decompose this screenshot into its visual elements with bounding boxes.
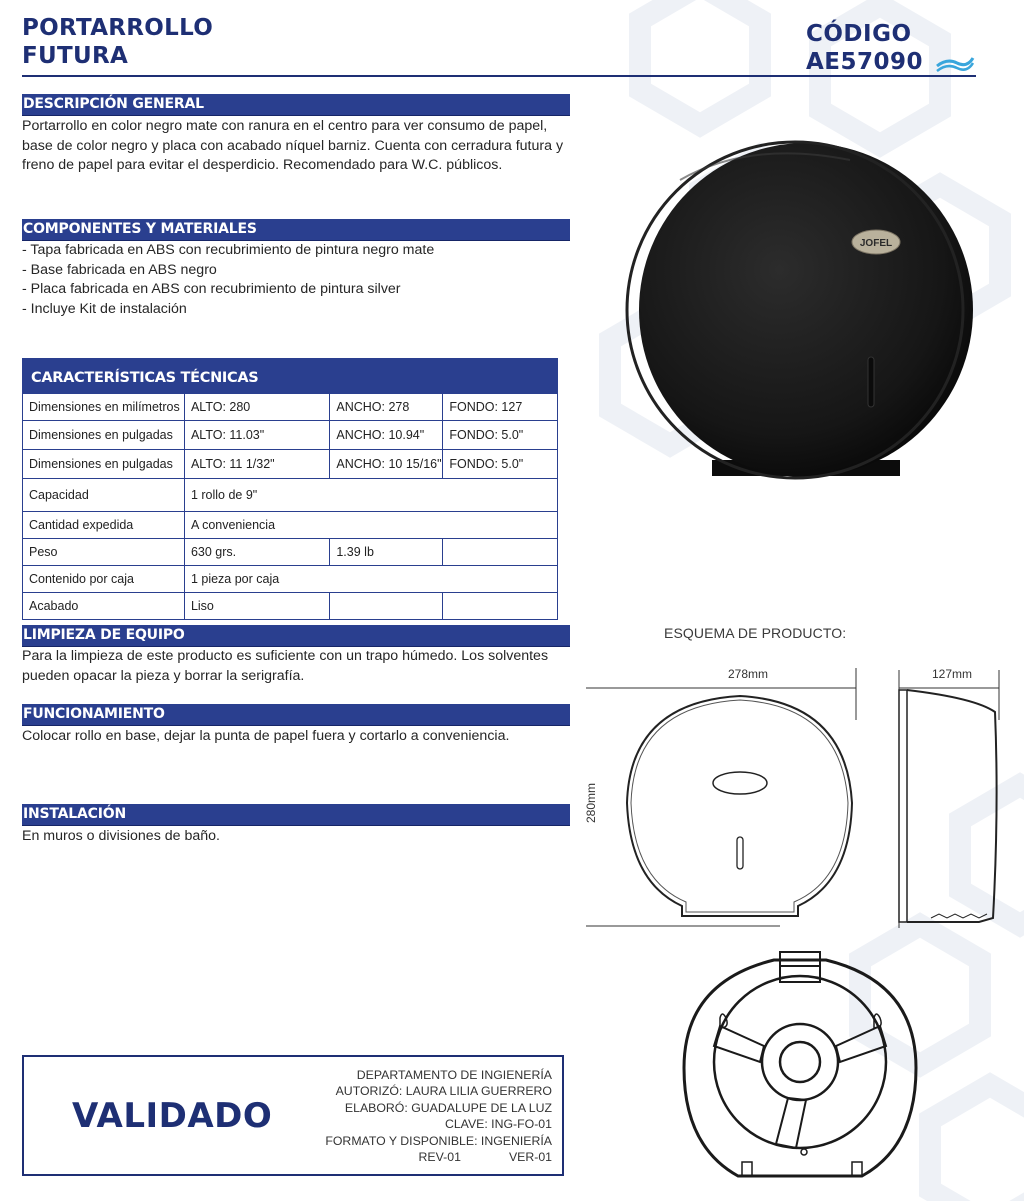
autorizo-text: AUTORIZÓ: LAURA LILIA GUERRERO: [335, 1084, 552, 1099]
section-header-descripcion: [22, 94, 570, 116]
table-row: [23, 394, 558, 421]
revision-row: [252, 1149, 552, 1165]
cell: [443, 539, 558, 566]
table-row: [23, 479, 558, 512]
section-header-limpieza: [22, 625, 570, 647]
section-heading: LIMPIEZA DE EQUIPO: [23, 627, 185, 643]
table-row: [23, 593, 558, 620]
cell: A conveniencia: [184, 512, 557, 539]
rev-text: REV-01: [418, 1150, 461, 1165]
brand-plate-outline-icon: [713, 772, 767, 794]
cell: [330, 593, 443, 620]
descripcion-text: [22, 117, 572, 176]
list-item: - Placa fabricada en ABS con recubrimiento de pintura silver: [22, 281, 401, 297]
row-label: Capacidad: [23, 479, 185, 512]
header-divider: [22, 75, 976, 77]
cell: FONDO: 5.0": [443, 450, 558, 479]
validation-info: [252, 1067, 552, 1165]
height-dimension-label: 280mm: [584, 782, 598, 823]
specs-heading: CARACTERÍSTICAS TÉCNICAS: [23, 359, 558, 394]
table-row: [23, 512, 558, 539]
cell: FONDO: 127: [443, 394, 558, 421]
cell: 1 pieza por caja: [184, 566, 557, 593]
section-heading: INSTALACIÓN: [23, 806, 126, 822]
elaboro-text: ELABORÓ: GUADALUPE DE LA LUZ: [344, 1100, 552, 1115]
table-row: [23, 539, 558, 566]
cell: ALTO: 11.03": [184, 421, 329, 450]
back-view-drawing: [676, 948, 926, 1183]
text-line: Portarrollo en color negro mate con ranura en el centro para ver consumo de papel,: [22, 118, 548, 134]
cell: 1.39 lb: [330, 539, 443, 566]
brand-label: JOFEL: [859, 238, 893, 249]
section-heading: DESCRIPCIÓN GENERAL: [23, 96, 204, 112]
side-view-drawing: [895, 660, 1005, 935]
product-code: [806, 20, 923, 76]
section-header-instalacion: [22, 804, 570, 826]
section-heading: FUNCIONAMIENTO: [23, 706, 165, 722]
row-label: Dimensiones en pulgadas: [23, 421, 185, 450]
list-item: - Tapa fabricada en ABS con recubrimiento de pintura negro mate: [22, 242, 435, 258]
ver-text: VER-01: [508, 1150, 552, 1165]
text-line: En muros o divisiones de baño.: [22, 828, 220, 844]
viewing-slot-outline-icon: [737, 837, 743, 869]
cell: ALTO: 11 1/32": [184, 450, 329, 479]
text-line: freno de papel para evitar el desperdicio. Recomendado para W.C. públicos.: [22, 157, 503, 173]
row-label: Acabado: [23, 593, 185, 620]
section-heading: COMPONENTES Y MATERIALES: [23, 221, 257, 237]
clave-text: CLAVE: ING-FO-01: [444, 1117, 552, 1132]
department-text: DEPARTAMENTO DE INGIENERÍA: [356, 1068, 552, 1082]
text-line: base de color negro y placa con acabado níquel barniz. Cuenta con cerradura futura y: [22, 137, 564, 154]
front-view-drawing: [580, 660, 860, 935]
text-line: pueden opacar la pieza y borrar la serigrafía.: [22, 667, 305, 684]
section-header-funcionamiento: [22, 704, 570, 726]
text-line: Colocar rollo en base, dejar la punta de papel fuera y cortarlo a conveniencia.: [22, 728, 510, 744]
row-label: Contenido por caja: [23, 566, 185, 593]
table-row: [23, 421, 558, 450]
row-label: Dimensiones en milímetros: [23, 394, 185, 421]
cell: 630 grs.: [184, 539, 329, 566]
formato-text: FORMATO Y DISPONIBLE: INGENIERÍA: [325, 1133, 552, 1148]
cell: ANCHO: 10 15/16": [330, 450, 443, 479]
title-line-2: FUTURA: [22, 43, 129, 69]
row-label: Dimensiones en pulgadas: [23, 450, 185, 479]
width-dimension-label: 278mm: [728, 667, 769, 681]
row-label: Cantidad expedida: [23, 512, 185, 539]
cell: [443, 593, 558, 620]
code-value: AE57090: [806, 49, 924, 75]
viewing-slot-icon: [868, 357, 874, 407]
depth-dimension-label: 127mm: [932, 667, 973, 681]
specs-table: [22, 358, 558, 620]
table-row: [23, 566, 558, 593]
table-row: [23, 450, 558, 479]
text-line: Para la limpieza de este producto es suficiente con un trapo húmedo. Los solventes: [22, 648, 549, 664]
validado-stamp: VALIDADO: [72, 1096, 273, 1136]
product-photo: [600, 120, 980, 500]
cell: Liso: [184, 593, 329, 620]
code-label: CÓDIGO: [806, 21, 912, 47]
cell: 1 rollo de 9": [184, 479, 557, 512]
cell: ANCHO: 278: [330, 394, 443, 421]
section-header-componentes: [22, 219, 570, 241]
specs-table-header: [23, 359, 558, 394]
componentes-list: [22, 241, 572, 319]
instalacion-text: [22, 827, 572, 847]
cell: FONDO: 5.0": [443, 421, 558, 450]
product-title: [22, 14, 213, 70]
funcionamiento-text: [22, 727, 572, 747]
cell: ANCHO: 10.94": [330, 421, 443, 450]
limpieza-text: [22, 647, 572, 686]
diagram-title: ESQUEMA DE PRODUCTO:: [664, 625, 847, 641]
list-item: - Incluye Kit de instalación: [22, 300, 187, 317]
row-label: Peso: [23, 539, 185, 566]
wave-logo-icon: [935, 54, 975, 74]
cell: ALTO: 280: [184, 394, 329, 421]
list-item: - Base fabricada en ABS negro: [22, 261, 217, 278]
title-line-1: PORTARROLLO: [22, 15, 214, 41]
